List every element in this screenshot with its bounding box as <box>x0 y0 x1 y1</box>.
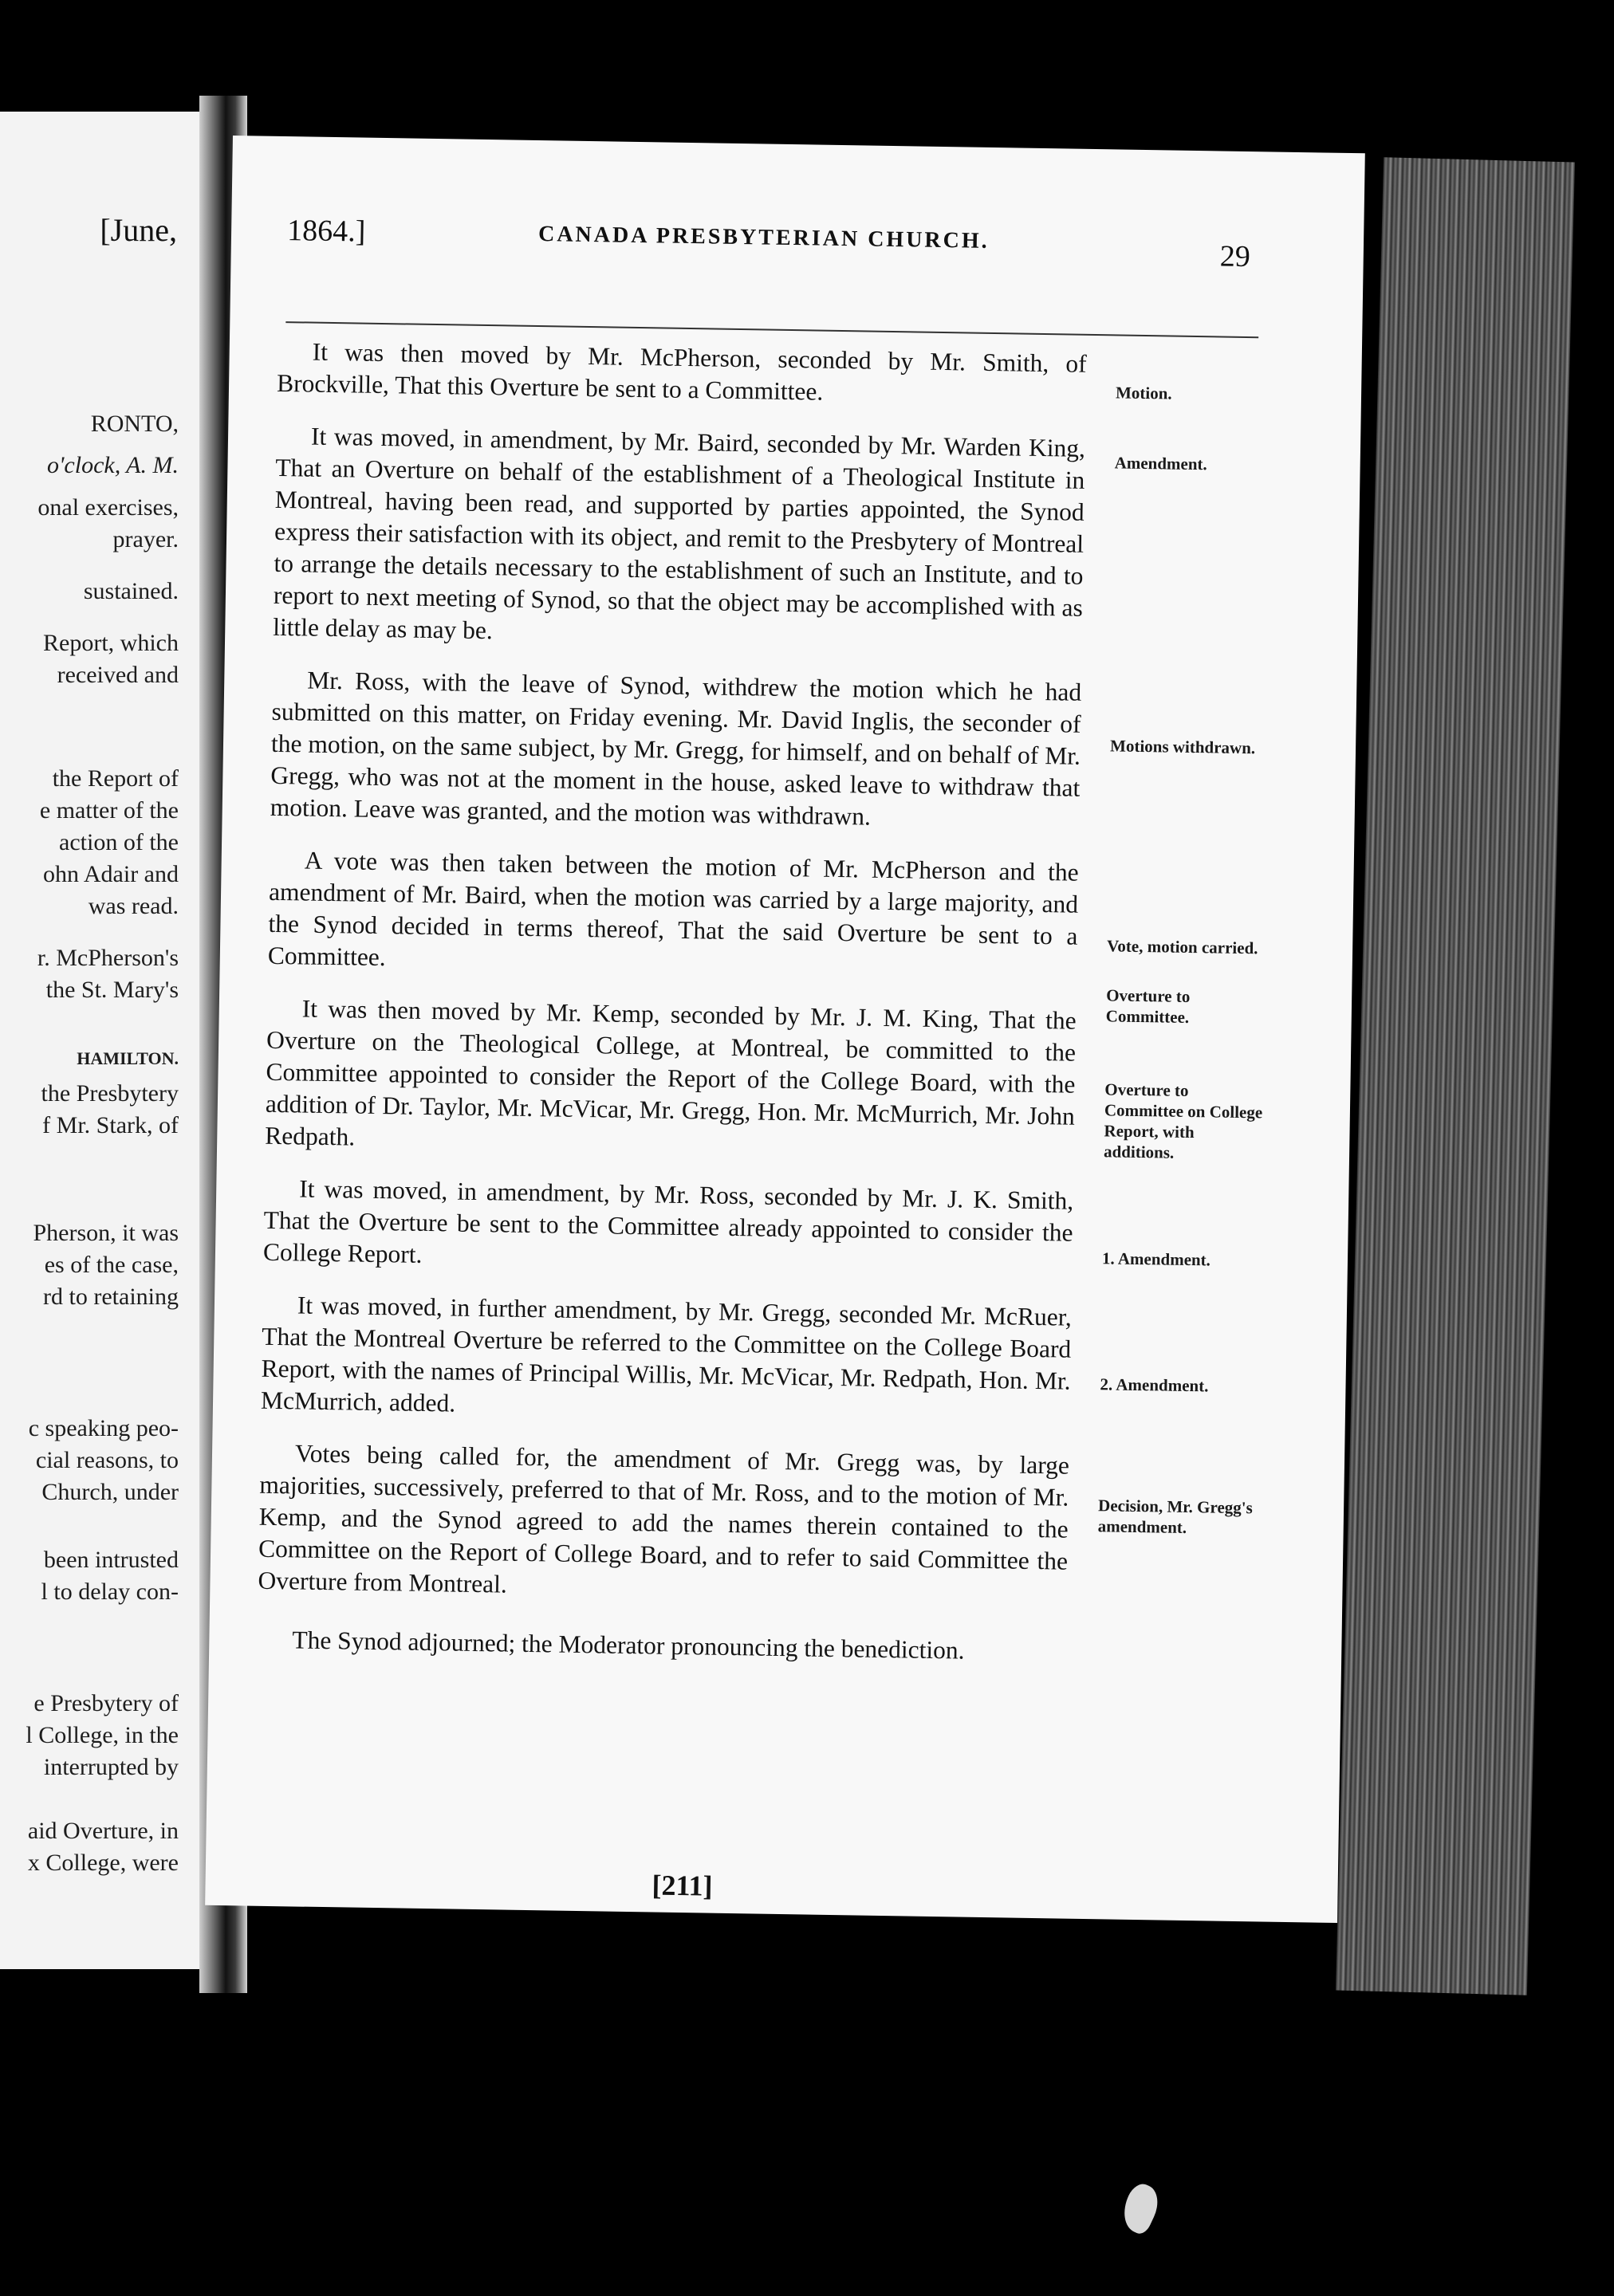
left-line: e Presbytery of <box>33 1690 179 1716</box>
paragraph: It was moved, in further amendment, by Mr. Gregg, seconded Mr. McRuer, That the Montreal Overture be referred to the Committee on the College Board Report, with the names of Principal Willis, Mr. McVicar, Mr. Redpath, Hon. Mr. McMurrich, added. <box>260 1291 1073 1417</box>
left-line: o'clock, A. M. <box>47 452 179 478</box>
right-page <box>205 136 1365 1923</box>
paragraph: It was moved, in amendment, by Mr. Ross, seconded by Mr. J. K. Smith, That the Overture be sent to the Committee already appointed to consider the College Report. <box>262 1174 1074 1268</box>
sidenote: 2. Amendment. <box>1100 1374 1209 1396</box>
paragraph: Mr. Ross, with the leave of Synod, withdrew the motion which he had submitted on this matter, on Friday evening. Mr. David Inglis, the seconder of the motion, on the same subject, by Mr. Gregg, for himself, and on behalf of Mr. Gregg, who was not at the moment in the house, asked leave to withdraw that motion. Leave was granted, and the motion was withdrawn. <box>270 666 1082 831</box>
left-line: c speaking peo- <box>28 1415 179 1441</box>
left-line: Report, which <box>43 630 179 656</box>
left-line: RONTO, <box>90 411 179 437</box>
page-number: 29 <box>1219 239 1251 274</box>
header-rule <box>285 321 1258 338</box>
left-line: was read. <box>88 893 179 919</box>
sidenote: Motions withdrawn. <box>1109 736 1256 758</box>
left-line: l to delay con- <box>41 1578 179 1605</box>
left-line: been intrusted <box>43 1547 179 1573</box>
left-line: Pherson, it was <box>33 1220 179 1246</box>
folio-number: [211] <box>652 1869 713 1902</box>
left-line: rd to retaining <box>43 1284 179 1310</box>
left-line: the Report of <box>52 765 179 792</box>
left-line: Church, under <box>41 1479 179 1505</box>
left-line: cial reasons, to <box>35 1447 179 1473</box>
left-line: es of the case, <box>44 1252 179 1278</box>
left-line: sustained. <box>83 578 179 604</box>
left-facing-page <box>0 112 199 1969</box>
paragraph: It was moved, in amendment, by Mr. Baird, seconded by Mr. Warden King, That an Overture on behalf of the establishment of a Theological Institute in Montreal, having been read, and supported by parties appointed, the Synod express their satisfaction with its object, and remit to the Presbytery of Montreal to arrange the details necessary to the establishment of such an Institute, and to report to next meeting of Synod, so that the object may be accomplished with as little delay as may be. <box>273 422 1086 645</box>
page-edges <box>1336 157 1575 1995</box>
sidenote: Decision, Mr. Gregg's amendment. <box>1097 1496 1253 1538</box>
left-line: ohn Adair and <box>43 861 179 887</box>
left-running-head: [June, <box>100 212 177 248</box>
left-line: onal exercises, <box>37 494 179 521</box>
left-line: the Presbytery <box>41 1080 179 1107</box>
sidenote: Overture to Committee. <box>1105 985 1191 1027</box>
body-text <box>257 336 1087 1689</box>
scan-blemish <box>1116 2180 1165 2236</box>
running-head-title: CANADA PRESBYTERIAN CHURCH. <box>537 222 990 254</box>
left-line: action of the <box>59 829 179 855</box>
left-line: the St. Mary's <box>45 977 179 1003</box>
left-line: f Mr. Stark, of <box>42 1112 179 1138</box>
running-head-year: 1864.] <box>286 214 366 249</box>
paragraph: It was then moved by Mr. Kemp, seconded by Mr. J. M. King, That the Overture on the Theological College, at Montreal, be committed to the Committee appointed to consider the Report of the College Board, with the addition of Dr. Taylor, Mr. McVicar, Mr. Gregg, Hon. Mr. McMurrich, Mr. John Redpath. <box>265 994 1077 1151</box>
left-line: r. McPherson's <box>37 945 179 971</box>
left-line: aid Overture, in <box>27 1818 179 1844</box>
paragraph: It was then moved by Mr. McPherson, seconded by Mr. Smith, of Brockville, That this Overture be sent to a Committee. <box>276 337 1087 406</box>
left-line: HAMILTON. <box>77 1048 179 1068</box>
sidenote: Amendment. <box>1114 453 1207 474</box>
left-line: l College, in the <box>26 1722 179 1748</box>
sidenote: 1. Amendment. <box>1101 1248 1211 1270</box>
left-line: prayer. <box>112 526 179 552</box>
left-line: x College, were <box>27 1850 179 1876</box>
sidenote: Vote, motion carried. <box>1106 936 1258 958</box>
sidenote: Motion. <box>1115 383 1172 403</box>
paragraph: Votes being called for, the amendment of Mr. Gregg was, by large majorities, successively, preferred to that of Mr. Ross, and to the motion of Mr. Kemp, and the Synod agreed to add the names therein contained to the Committee on the Report of College Board, and to refer to said Committee the Overture from Montreal. <box>258 1439 1070 1598</box>
left-line: interrupted by <box>43 1754 179 1780</box>
left-line: e matter of the <box>39 797 179 824</box>
left-line: received and <box>57 662 179 688</box>
running-head <box>286 213 1251 276</box>
paragraph: The Synod adjourned; the Moderator pronouncing the benediction. <box>292 1626 965 1665</box>
sidenote: Overture to Committee on College Report, with additions. <box>1103 1079 1263 1162</box>
paragraph: A vote was then taken between the motion of Mr. McPherson and the amendment of Mr. Baird, when the motion was carried by a large majority, and the Synod decided in terms thereof, That the said Overture be sent to a Committee. <box>267 846 1079 972</box>
